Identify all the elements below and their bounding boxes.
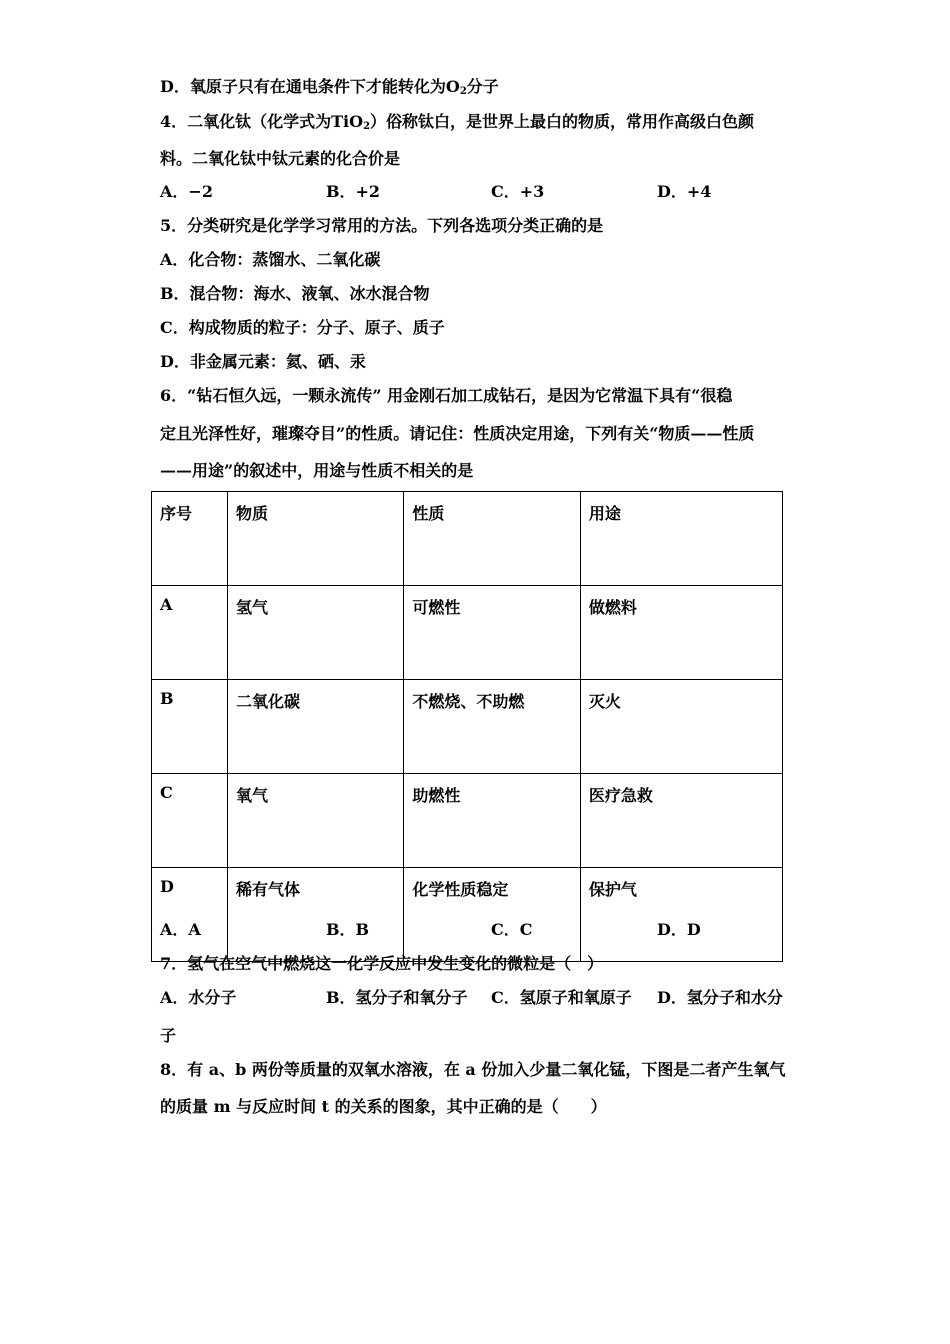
table-header-cell: 物质 — [227, 492, 403, 586]
table-header-cell: 序号 — [152, 492, 228, 586]
q6-stem-line1: 6．“钻石恒久远，一颗永流传” 用金刚石加工成钻石，是因为它常温下具有“很稳 — [160, 386, 733, 405]
q4-formula — [331, 112, 370, 131]
q7-option-a[interactable]: A．水分子 — [160, 988, 237, 1007]
table-header-row — [152, 492, 783, 586]
table-row — [152, 774, 783, 868]
q4-formula-sub: 2 — [363, 121, 371, 132]
table-cell: 稀有气体 — [227, 868, 403, 962]
q4-formula-base: TiO — [331, 112, 364, 131]
q3-formula — [446, 77, 467, 96]
q4-stem-line2: 料。二氧化钛中钛元素的化合价是 — [160, 149, 401, 168]
q8-stem-line1: 8．有 a、b 两份等质量的双氧水溶液，在 a 份加入少量二氧化锰，下图是二者产生氧气 — [160, 1060, 786, 1079]
q6-property-table — [151, 491, 783, 962]
table-cell: 做燃料 — [580, 586, 782, 680]
q8-stem-line2: 的质量 m 与反应时间 t 的关系的图象，其中正确的是（ ） — [160, 1097, 607, 1116]
q5-option-b[interactable]: B．混合物：海水、液氧、冰水混合物 — [160, 284, 430, 303]
q6-option-c[interactable]: C．C — [491, 920, 533, 939]
q4-option-c[interactable]: C．+3 — [491, 182, 545, 201]
table-row — [152, 680, 783, 774]
q7-option-b[interactable]: B．氢分子和氧分子 — [326, 988, 468, 1007]
table-cell: 医疗急救 — [580, 774, 782, 868]
table-row — [152, 868, 783, 962]
table-cell: 灭火 — [580, 680, 782, 774]
q5-option-d[interactable]: D．非金属元素：氦、硒、汞 — [160, 352, 366, 371]
table-cell: 可燃性 — [404, 586, 580, 680]
q4-option-b[interactable]: B．+2 — [326, 182, 381, 201]
table-cell: C — [152, 774, 228, 868]
table-cell: 不燃烧、不助燃 — [404, 680, 580, 774]
q4-line1-prefix: 4．二氧化钛（化学式为 — [160, 112, 332, 131]
q3-option-d-prefix: D．氧原子只有在通电条件下才能转化为 — [160, 77, 446, 96]
table-cell: 二氧化碳 — [227, 680, 403, 774]
table-header-cell: 性质 — [404, 492, 580, 586]
q6-option-b[interactable]: B．B — [326, 920, 370, 939]
table-header-cell: 用途 — [580, 492, 782, 586]
q7-option-d-wrap: 子 — [160, 1026, 177, 1045]
q5-option-a[interactable]: A．化合物：蒸馏水、二氧化碳 — [160, 250, 381, 269]
q5-option-c[interactable]: C．构成物质的粒子：分子、原子、质子 — [160, 318, 445, 337]
table-cell: 助燃性 — [404, 774, 580, 868]
q5-stem: 5．分类研究是化学学习常用的方法。下列各选项分类正确的是 — [160, 216, 604, 235]
q7-option-c[interactable]: C．氢原子和氧原子 — [491, 988, 632, 1007]
q6-stem-line3: ——用途”的叙述中，用途与性质不相关的是 — [160, 461, 474, 480]
table-row — [152, 586, 783, 680]
q6-option-a[interactable]: A．A — [160, 920, 201, 939]
q4-option-d[interactable]: D．+4 — [657, 182, 712, 201]
table-cell: D — [152, 868, 228, 962]
q4-stem-line1 — [160, 112, 754, 132]
q6-stem-line2: 定且光泽性好，璀璨夺目”的性质。请记住：性质决定用途，下列有关“物质——性质 — [160, 424, 755, 443]
q4-option-a[interactable]: A．−2 — [160, 182, 213, 201]
q7-stem: 7．氢气在空气中燃烧这一化学反应中发生变化的微粒是（ ） — [160, 954, 604, 973]
q7-option-d[interactable]: D．氢分子和水分 — [657, 988, 783, 1007]
q3-option-d-suffix: 分子 — [466, 77, 499, 96]
table-cell: 氢气 — [227, 586, 403, 680]
q6-option-d[interactable]: D．D — [657, 920, 701, 939]
q3-option-d — [160, 77, 499, 97]
table-cell: 化学性质稳定 — [404, 868, 580, 962]
table-cell: B — [152, 680, 228, 774]
q3-formula-sub: 2 — [459, 86, 467, 97]
q4-line1-suffix: ）俗称钛白，是世界上最白的物质，常用作高级白色颜 — [370, 112, 755, 131]
q3-formula-base: O — [445, 77, 460, 96]
table-cell: 氧气 — [227, 774, 403, 868]
table-cell: 保护气 — [580, 868, 782, 962]
table-cell: A — [152, 586, 228, 680]
